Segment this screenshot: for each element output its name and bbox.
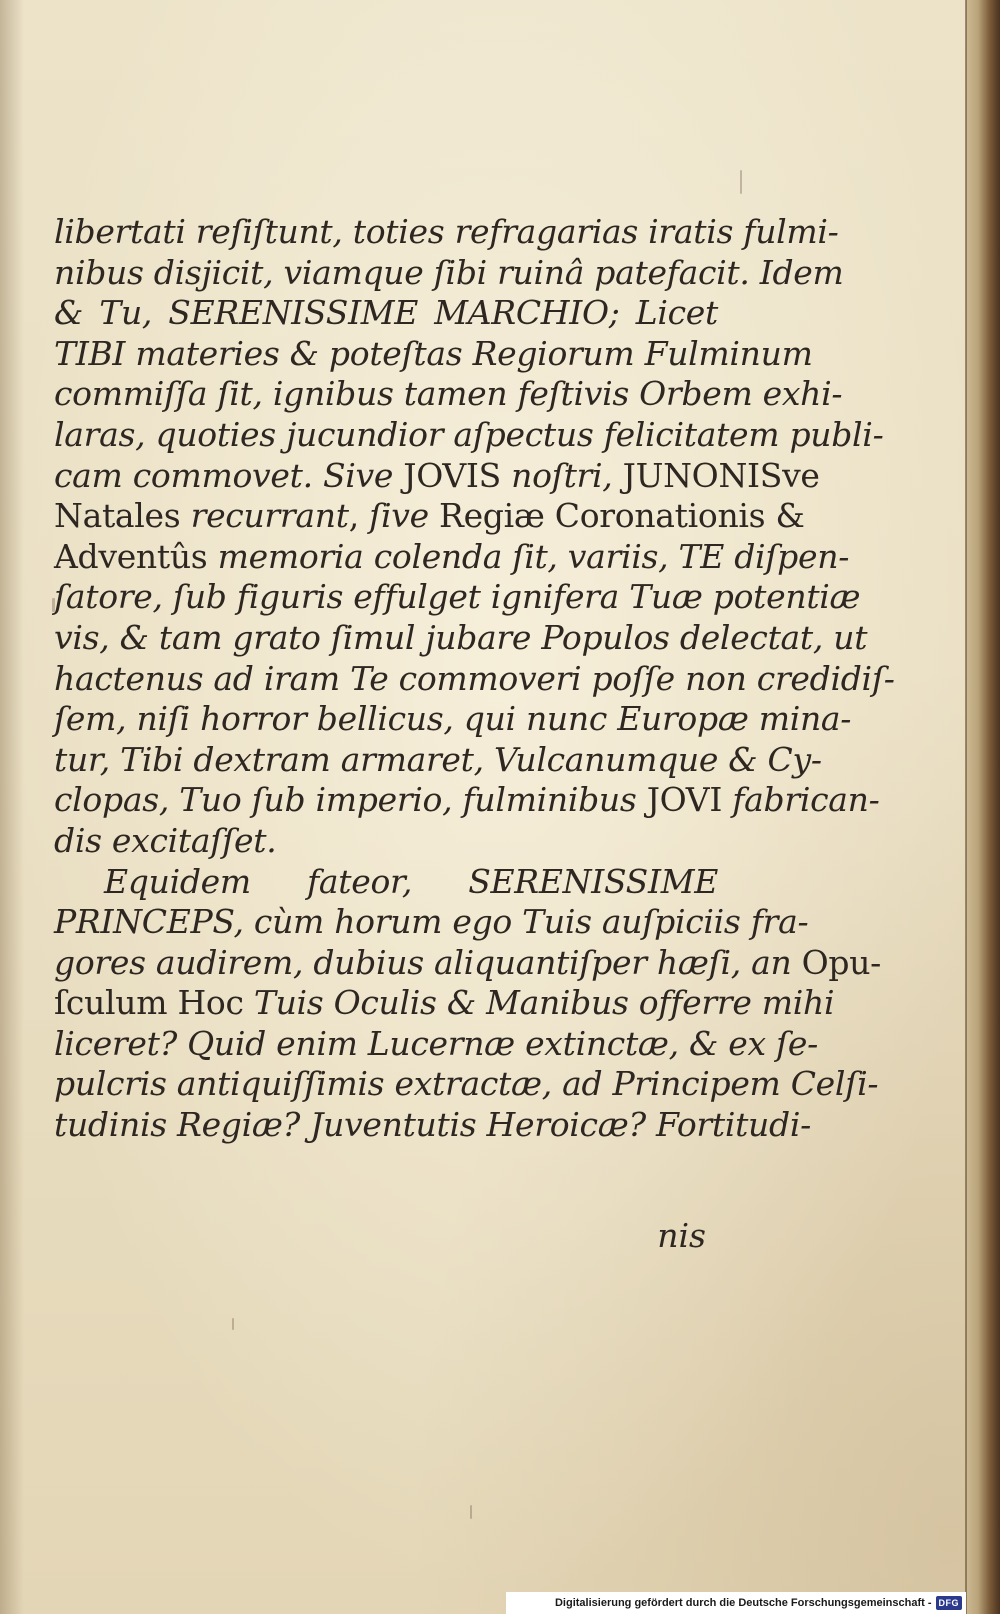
text-line [54, 1064, 879, 1105]
footer-credit: Digitalisierung gefördert durch die Deutsche Forschungsgemeinschaft - [554, 1597, 932, 1609]
text-segment: TIBI materies & poteſtas Regiorum Fulminum [54, 333, 813, 373]
text-line [54, 293, 718, 334]
text-segment: ſatore, ſub figuris effulget ignifera Tuæ potentiæ [54, 577, 861, 617]
text-line [54, 862, 718, 903]
paper-mark [470, 1505, 472, 1519]
text-segment: gores audirem, dubius aliquantiſper hæſi, an [54, 942, 802, 982]
text-line [54, 739, 822, 781]
text-segment: Equidem fateor, SERENISSIME [104, 861, 718, 901]
paper-mark [232, 1318, 234, 1330]
text-segment: commiſſa ſit, ignibus tamen feſtivis Orbem exhi- [54, 374, 843, 414]
text-segment: cam commovet. Sive [54, 455, 404, 495]
text-segment: tur, Tibi dextram armaret, Vulcanumque & Cy- [54, 739, 822, 779]
digitization-footer [506, 1592, 966, 1614]
text-segment: PRINCEPS, cùm horum ego Tuis auſpiciis fra- [54, 902, 809, 942]
text-segment: JOVIS [403, 455, 501, 495]
text-line [54, 1105, 811, 1146]
text-line [54, 252, 844, 294]
text-segment: JOVI [646, 780, 723, 820]
text-segment: vis, & tam grato ſimul jubare Populos delectat, ut [54, 617, 868, 657]
text-line [54, 1023, 819, 1065]
text-line [54, 455, 820, 497]
text-line [54, 333, 813, 375]
text-segment: Natales [54, 496, 191, 536]
paper-mark [740, 170, 742, 194]
text-segment: ſive [369, 496, 429, 536]
text-segment: , [348, 496, 370, 536]
text-segment: Regiæ Coronationis & [428, 496, 805, 536]
text-segment: libertati reſiſtunt, toties refragarias iratis fulmi- [54, 212, 839, 251]
body-text [54, 212, 895, 1146]
text-segment: fabrican- [722, 780, 880, 820]
text-line [54, 699, 852, 740]
text-segment: Adventûs [54, 536, 218, 576]
text-line [54, 374, 843, 415]
text-segment: nibus disjicit, viamque ſibi ruinâ patefacit. Idem [54, 252, 844, 292]
text-segment: clopas, Tuo ſub imperio, fulminibus [54, 780, 647, 820]
text-segment: ve [782, 455, 820, 495]
text-segment: ſem, niſi horror bellicus, qui nunc Europæ mina- [54, 699, 852, 739]
text-line [54, 496, 805, 537]
text-line [54, 536, 850, 578]
text-segment: Opu- [801, 942, 882, 982]
page-block-edge [966, 0, 1000, 1614]
text-line [54, 414, 884, 456]
catchword: nis [657, 1216, 706, 1255]
gutter-shadow [0, 0, 24, 1614]
text-line [54, 577, 861, 618]
text-segment: & Tu, SERENISSIME MARCHIO; Licet [54, 293, 718, 333]
text-segment: pulcris antiquiſſimis extractæ, ad Principem Celſi- [54, 1064, 879, 1104]
dfg-logo: DFG [936, 1596, 963, 1610]
text-segment: recurrant [190, 496, 349, 536]
text-line [54, 821, 718, 862]
text-line [54, 983, 835, 1024]
text-segment: hactenus ad iram Te commoveri poſſe non credidiſ- [54, 658, 895, 698]
text-line [54, 902, 809, 943]
text-line [54, 942, 882, 984]
text-segment: memoria colenda ſit, variis, TE diſpen- [217, 536, 850, 576]
text-segment: liceret? Quid enim Lucernæ extinctæ, & ex ſe- [54, 1023, 819, 1063]
text-line [54, 658, 895, 700]
text-segment: Tuis Oculis & Manibus offerre mihi [253, 983, 835, 1023]
text-segment: laras, quoties jucundior aſpectus felicitatem publi- [54, 414, 884, 454]
text-segment: JUNONIS [622, 455, 783, 495]
text-segment: noſtri, [500, 455, 623, 495]
text-segment: tudinis Regiæ? Juventutis Heroicæ? Fortitudi- [54, 1105, 811, 1145]
text-line [54, 617, 868, 659]
text-segment: dis excitaſſet. [54, 820, 277, 860]
text-line [54, 212, 839, 253]
text-line [54, 780, 880, 821]
page-edge-line [965, 0, 967, 1614]
text-segment: ſculum Hoc [54, 983, 254, 1023]
